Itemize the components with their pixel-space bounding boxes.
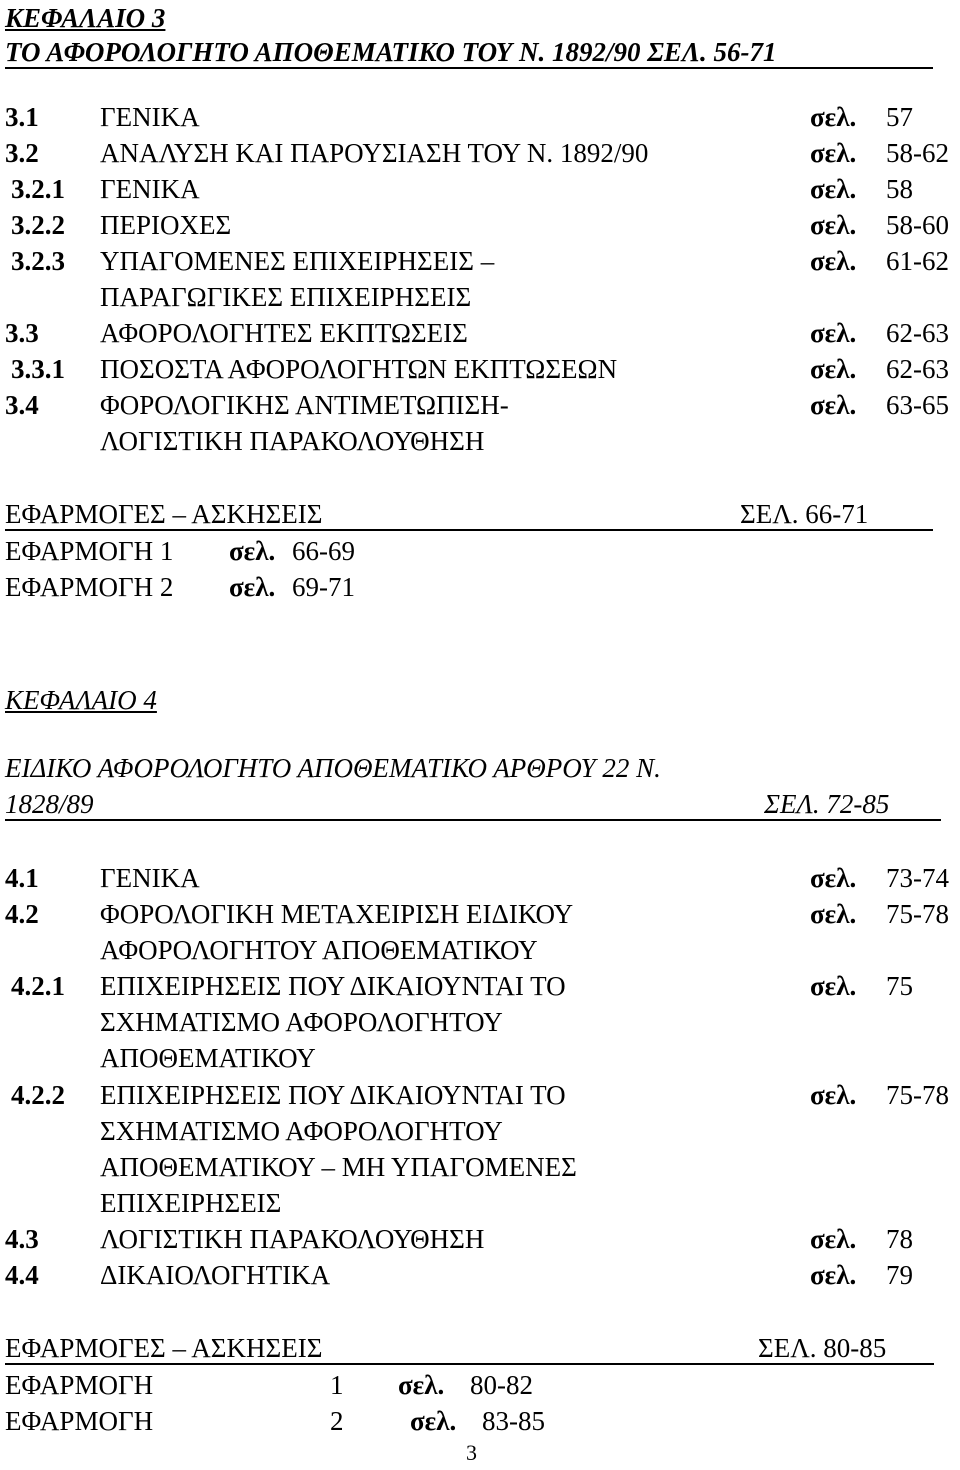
application-item-label: ΕΦΑΡΜΟΓΗ 1 [5, 536, 174, 566]
toc-sel: σελ. [810, 174, 857, 204]
toc-sel: σελ. [810, 318, 857, 348]
toc-number: 4.2 [5, 899, 39, 929]
toc-pages: 61-62 [886, 246, 949, 276]
chapter-4-title-underline [5, 819, 941, 821]
toc-pages: 73-74 [886, 863, 949, 893]
toc-title-continued: ΑΠΟΘΕΜΑΤΙΚΟΥ [100, 1043, 316, 1073]
chapter-4-title-pages: ΣΕΛ. 72-85 [764, 789, 890, 819]
toc-number: 3.2.1 [11, 174, 65, 204]
chapter-4-title: ΕΙΔΙΚΟ ΑΦΟΡΟΛΟΓΗΤΟ ΑΠΟΘΕΜΑΤΙΚΟ ΑΡΘΡΟΥ 22 Ν. [5, 753, 661, 783]
toc-sel: σελ. [810, 899, 857, 929]
toc-pages: 75-78 [886, 899, 949, 929]
chapter-4-heading: ΚΕΦΑΛΑΙΟ 4 [5, 685, 157, 715]
application-item-number: 1 [330, 1370, 344, 1400]
toc-sel: σελ. [810, 863, 857, 893]
toc-sel: σελ. [810, 354, 857, 384]
applications-pages: ΣΕΛ. 66-71 [740, 499, 869, 529]
toc-title: ΠΟΣΟΣΤΑ ΑΦΟΡΟΛΟΓΗΤΩΝ ΕΚΠΤΩΣΕΩΝ [100, 354, 618, 384]
toc-pages: 62-63 [886, 318, 949, 348]
toc-number: 3.2.2 [11, 210, 65, 240]
toc-pages: 58-60 [886, 210, 949, 240]
application-item-label: ΕΦΑΡΜΟΓΗ 2 [5, 572, 174, 602]
toc-number: 4.3 [5, 1224, 39, 1254]
application-item-pages: 69-71 [292, 572, 355, 602]
applications-heading: ΕΦΑΡΜΟΓΕΣ – ΑΣΚΗΣΕΙΣ [5, 499, 323, 529]
toc-title: ΔΙΚΑΙΟΛΟΓΗΤΙΚΑ [100, 1260, 331, 1290]
toc-sel: σελ. [810, 138, 857, 168]
toc-title-continued: ΣΧΗΜΑΤΙΣΜΟ ΑΦΟΡΟΛΟΓΗΤΟΥ [100, 1007, 503, 1037]
toc-number: 4.2.1 [11, 971, 65, 1001]
toc-title: ΑΦΟΡΟΛΟΓΗΤΕΣ ΕΚΠΤΩΣΕΙΣ [100, 318, 468, 348]
toc-pages: 58-62 [886, 138, 949, 168]
toc-number: 3.2.3 [11, 246, 65, 276]
toc-title: ΛΟΓΙΣΤΙΚΗ ΠΑΡΑΚΟΛΟΥΘΗΣΗ [100, 1224, 485, 1254]
toc-pages: 63-65 [886, 390, 949, 420]
toc-sel: σελ. [810, 1224, 857, 1254]
toc-pages: 58 [886, 174, 913, 204]
toc-number: 3.3 [5, 318, 39, 348]
chapter-3-title-underline [5, 67, 933, 69]
toc-title: ΥΠΑΓΟΜΕΝΕΣ ΕΠΙΧΕΙΡΗΣΕΙΣ – [100, 246, 495, 276]
toc-sel: σελ. [810, 1080, 857, 1110]
application-item-pages: 80-82 [470, 1370, 533, 1400]
toc-title: ΓΕΝΙΚΑ [100, 174, 200, 204]
toc-number: 3.3.1 [11, 354, 65, 384]
page-number: 3 [466, 1440, 477, 1465]
toc-number: 4.1 [5, 863, 39, 893]
application-item-sel: σελ. [410, 1406, 457, 1436]
toc-title: ΠΕΡΙΟΧΕΣ [100, 210, 232, 240]
toc-number: 3.4 [5, 390, 39, 420]
application-item-pages: 83-85 [482, 1406, 545, 1436]
chapter-3-heading: ΚΕΦΑΛΑΙΟ 3 [5, 3, 166, 33]
toc-number: 3.2 [5, 138, 39, 168]
toc-pages: 79 [886, 1260, 913, 1290]
chapter-4-title-number: 1828/89 [5, 789, 94, 819]
toc-title: ΦΟΡΟΛΟΓΙΚΗΣ ΑΝΤΙΜΕΤΩΠΙΣΗ- [100, 390, 509, 420]
toc-title: ΦΟΡΟΛΟΓΙΚΗ ΜΕΤΑΧΕΙΡΙΣΗ ΕΙΔΙΚΟΥ [100, 899, 574, 929]
application-item-pages: 66-69 [292, 536, 355, 566]
toc-title-continued: ΠΑΡΑΓΩΓΙΚΕΣ ΕΠΙΧΕΙΡΗΣΕΙΣ [100, 282, 472, 312]
applications-underline [5, 1363, 934, 1365]
toc-title-continued: ΑΠΟΘΕΜΑΤΙΚΟΥ – ΜΗ ΥΠΑΓΟΜΕΝΕΣ [100, 1152, 577, 1182]
application-item-number: 2 [330, 1406, 344, 1436]
toc-pages: 75 [886, 971, 913, 1001]
toc-title: ΑΝΑΛΥΣΗ ΚΑΙ ΠΑΡΟΥΣΙΑΣΗ ΤΟΥ Ν. 1892/90 [100, 138, 649, 168]
chapter-3-title: ΤΟ ΑΦΟΡΟΛΟΓΗΤΟ ΑΠΟΘΕΜΑΤΙΚΟ ΤΟΥ Ν. 1892/90 ΣΕΛ. 56-71 [5, 37, 777, 67]
application-item-label: ΕΦΑΡΜΟΓΗ [5, 1370, 154, 1400]
toc-pages: 57 [886, 102, 913, 132]
toc-title-continued: ΕΠΙΧΕΙΡΗΣΕΙΣ [100, 1188, 282, 1218]
applications-heading: ΕΦΑΡΜΟΓΕΣ – ΑΣΚΗΣΕΙΣ [5, 1333, 323, 1363]
toc-title: ΓΕΝΙΚΑ [100, 863, 200, 893]
toc-sel: σελ. [810, 102, 857, 132]
toc-sel: σελ. [810, 971, 857, 1001]
applications-underline [5, 529, 933, 531]
toc-title-continued: ΑΦΟΡΟΛΟΓΗΤΟΥ ΑΠΟΘΕΜΑΤΙΚΟΥ [100, 935, 538, 965]
application-item-sel: σελ. [229, 572, 276, 602]
toc-number: 3.1 [5, 102, 39, 132]
toc-title-continued: ΛΟΓΙΣΤΙΚΗ ΠΑΡΑΚΟΛΟΥΘΗΣΗ [100, 426, 485, 456]
toc-pages: 75-78 [886, 1080, 949, 1110]
toc-title: ΕΠΙΧΕΙΡΗΣΕΙΣ ΠΟΥ ΔΙΚΑΙΟΥΝΤΑΙ ΤΟ [100, 1080, 566, 1110]
toc-sel: σελ. [810, 210, 857, 240]
toc-number: 4.2.2 [11, 1080, 65, 1110]
toc-pages: 62-63 [886, 354, 949, 384]
toc-title-continued: ΣΧΗΜΑΤΙΣΜΟ ΑΦΟΡΟΛΟΓΗΤΟΥ [100, 1116, 503, 1146]
toc-number: 4.4 [5, 1260, 39, 1290]
toc-sel: σελ. [810, 246, 857, 276]
application-item-sel: σελ. [229, 536, 276, 566]
toc-pages: 78 [886, 1224, 913, 1254]
toc-sel: σελ. [810, 390, 857, 420]
application-item-label: ΕΦΑΡΜΟΓΗ [5, 1406, 154, 1436]
toc-title: ΕΠΙΧΕΙΡΗΣΕΙΣ ΠΟΥ ΔΙΚΑΙΟΥΝΤΑΙ ΤΟ [100, 971, 566, 1001]
toc-title: ΓΕΝΙΚΑ [100, 102, 200, 132]
application-item-sel: σελ. [398, 1370, 445, 1400]
toc-sel: σελ. [810, 1260, 857, 1290]
applications-pages: ΣΕΛ. 80-85 [758, 1333, 887, 1363]
